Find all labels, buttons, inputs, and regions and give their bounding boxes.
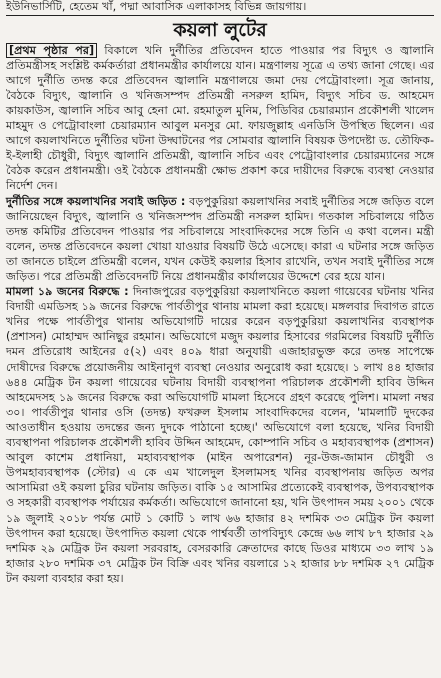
paragraph-text: বড়পুকুরিয়া কয়লাখনির সবাই দুর্নীতির সঙ্গে জড়িত বলে জানিয়েছেন বিদ্যুৎ, জ্বালানি ও খনিজসম্পদ প্রতিমন্ত্রী নসরুল হামিদ। গতকাল সচিবালয়ে গঠিত তদন্ত কমিটির প্রতিবেদন পাওয়ার পর সচিবালয়ে সাংবাদিকদের সঙ্গে তিনি এ কথা বলেন। মন্ত্রী বলেন, তদন্ত প্রতিবেদনে কয়লা খোয়া যাওয়ার বিষয়টি উঠে এসেছে। কারা এ ঘটনার সঙ্গে জড়িত তা জানতে চাইলে প্রতিমন্ত্রী বলেন, যখন কেউই কয়লার হিসাব রাখেনি, তখন সবাই দুর্নীতির সঙ্গে জড়িত। পরে প্রতিমন্ত্রী প্রতিবেদনটি নিয়ে প্রধানমন্ত্রীর কার্যালয়ের উদ্দেশে বের হয়ে যান।	[6, 194, 435, 283]
continuation-tag: [প্রথম পৃষ্ঠার পর]	[6, 43, 97, 58]
paragraph-text: বিকালে খনি দুর্নীতির প্রতিবেদন হাতে পাওয়ার পর বিদ্যুৎ ও জ্বালানি প্রতিমন্ত্রীসহ সংশ্লিষ্ট কর্মকর্তারা প্রধানমন্ত্রীর কার্যালয়ে যান। মন্ত্রণালয় সূত্রে এ তথ্য জানা গেছে। এর আগে দুর্নীতি তদন্ত করে প্রতিবেদন জ্বালানি মন্ত্রণালয়ে জমা দেয় পেট্রোবাংলা। সূত্র জানায়, বৈঠকে বিদ্যুৎ, জ্বালানি ও খনিজসম্পদ প্রতিমন্ত্রী নসরুল হামিদ, বিদ্যুৎ সচিব ড. আহমেদ কায়কাউস, জ্বালানি সচিব আবু হেনা মো. রহমাতুল মুনিম, পিডিবির চেয়ারম্যান প্রকৌশলী খালেদ মাহমুদ ও পেট্রোবাংলা চেয়ারম্যান আবুল মনসুর মো. ফায়জুল্লাহ এনডিসি উপস্থিত ছিলেন। এর আগে কয়লাখনিতে দুর্নীতির ঘটনা উদ্ঘাটনের পর সোমবার জ্বালানি বিষয়ক উপদেষ্টা ড. তৌফিক-ই-ইলাহী চৌধুরী, বিদ্যুৎ জ্বালানি প্রতিমন্ত্রী, জ্বালানি সচিব এবং পেট্রোবাংলার চেয়ারম্যানের সঙ্গে বৈঠক করেন প্রধানমন্ত্রী। ওই বৈঠকে প্রধানমন্ত্রী ক্ষোভ প্রকাশ করে দায়ীদের বিরুদ্ধে ব্যবস্থা নেওয়ার নির্দেশ দেন।	[6, 43, 434, 193]
paragraph-continuation	[6, 43, 434, 194]
subheading-case: মামলা ১৯ জনের বিরুদ্ধে :	[6, 285, 129, 299]
article-title: কয়লা লুটের	[173, 18, 267, 41]
previous-article-tail: ইউনিভার্সিটি, হেতেম খাঁ, পদ্মা আবাসিক এলাকাসহ বিভিন্ন জায়গায়।	[6, 0, 307, 13]
paragraph-corruption	[6, 194, 434, 285]
paragraph-text: দিনাজপুরের বড়পুকুরিয়া কয়লাখনিতে কয়লা গায়েবের ঘটনায় খনির বিদায়ী এমডিসহ ১৯ জনের বিরুদ্ধে পার্বতীপুর থানায় মামলা করা হয়েছে। মঙ্গলবার দিবাগত রাতে খনির পক্ষে পার্বতীপুর থানায় অভিযোগটি দায়ের করেন বড়পুকুরিয়া কয়লাখনির ব্যবস্থাপক (প্রশাসন) মোহাম্মদ আনিছুর রহমান। অভিযোগে মজুদ কয়লার হিসাবের গরমিলের বিষয়টি দুর্নীতি দমন প্রতিরোধ আইনের ৫(২) এবং ৪০৯ ধারা অনুযায়ী এজাহারভুক্ত করে তদন্ত সাপেক্ষে দোষীদের বিরুদ্ধে প্রয়োজনীয় আইনানুগ ব্যবস্থা নেওয়ার অনুরোধ করা হয়েছে। ১ লাখ ৪৪ হাজার ৬৪৪ মেট্রিক টন কয়লা গায়েবের ঘটনায় বিদায়ী ব্যবস্থাপনা পরিচালক প্রকৌশলী হাবিব উদ্দিন আহমেদসহ ১৯ জনের বিরুদ্ধে করা অভিযোগটি মামলা হিসেবে গ্রহণ করেছে পুলিশ। মামলা নম্বর ৩০। পার্বতীপুর থানার ওসি (তদন্ত) ফখরুল ইসলাম সাংবাদিকদের বলেন, 'মামলাটি দুদকের আওতাধীন হওয়ায় তদন্তের জন্য দুদকে পাঠানো হচ্ছে।' অভিযোগে বলা হয়েছে, খনির বিদায়ী ব্যবস্থাপনা পরিচালক প্রকৌশলী হাবিব উদ্দিন আহমেদ, কোম্পানি সচিব ও মহাব্যবস্থাপক (প্রশাসন) আবুল কাশেম প্রধানিয়া, মহাব্যবস্থাপক (মাইন অপারেশন) নূর-উজ-জামান চৌধুরী ও উপমহাব্যবস্থাপক (স্টোর) এ কে এম খালেদুল ইসলামসহ খনির ব্যবস্থাপনায় জড়িত অপর আসামিরা ওই কয়লা চুরির ঘটনায় জড়িত। বাকি ১৫ আসামির প্রত্যেকেই ব্যবস্থাপক, উপব্যবস্থাপক ও সহকারী ব্যবস্থাপক পর্যায়ের কর্মকর্তা। অভিযোগে জানানো হয়, খনি উৎপাদন সময় ২০০১ থেকে ১৯ জুলাই ২০১৮ পর্যন্ত মোট ১ কোটি ১ লাখ ৬৬ হাজার ৪২ দশমিক ৩৩ মেট্রিক টন কয়লা উৎপাদন করা হয়েছে। উৎপাদিত কয়লা থেকে পার্শ্ববর্তী তাপবিদ্যুৎ কেন্দ্রে ৬৬ লাখ ৮৭ হাজার ২৯ দশমিক ২৯ মেট্রিক টন কয়লা সরবরাহ, বেসরকারি ক্রেতাদের কাছে ডিওর মাধ্যমে ৩৩ লাখ ১৯ হাজার ২৮০ দশমিক ৩৭ মেট্রিক টন বিক্রি এবং খনির বয়লারে ১২ হাজার ৮৮ দশমিক ২৭ মেট্রিক টন কয়লা ব্যবহার করা হয়।	[6, 285, 434, 585]
divider	[6, 15, 434, 16]
paragraph-case	[6, 284, 434, 586]
subheading-corruption: দুর্নীতির সঙ্গে কয়লাখনির সবাই জড়িত :	[6, 194, 186, 208]
